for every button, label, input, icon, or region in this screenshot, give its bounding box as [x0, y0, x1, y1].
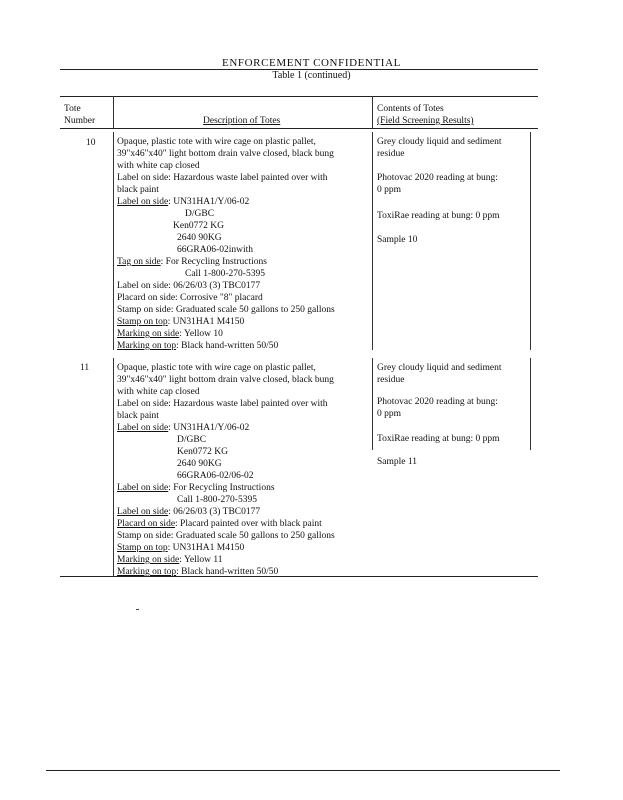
description-line: [185, 208, 214, 220]
description-line: [177, 232, 222, 244]
description-line: [117, 256, 267, 268]
table-caption: Table 1 (continued): [272, 70, 351, 81]
description-line-text: : Black hand-written 50/50: [176, 341, 279, 351]
description-line: [117, 386, 200, 398]
description-line: [117, 148, 334, 160]
contents-line: Sample 10: [377, 235, 418, 245]
description-line-text: Ken0772 KG: [177, 447, 228, 457]
description-line-label: Marking on side: [117, 555, 180, 565]
contents-line: Grey cloudy liquid and sediment: [377, 137, 502, 147]
contents-line: residue: [377, 149, 405, 159]
description-line-text: : Placard painted over with black paint: [175, 519, 322, 529]
col-header-contents-2: (Field Screening Results): [377, 116, 474, 126]
contents-line: Photovac 2020 reading at bung:: [377, 397, 498, 407]
col-header-number-1: Tote: [64, 104, 81, 114]
description-line-text: : UN31HA1 M4150: [167, 543, 245, 553]
table-top-border: [60, 96, 538, 97]
contents-line: ToxiRae reading at bung: 0 ppm: [377, 434, 500, 444]
table-header-rule: [60, 128, 538, 129]
description-line-label: Tag on side: [117, 257, 161, 267]
description-line: [185, 268, 265, 280]
description-line-text: Opaque, plastic tote with wire cage on plastic pallet,: [117, 137, 316, 147]
description-line: [117, 328, 223, 340]
col-header-number-2: Number: [64, 116, 96, 126]
stray-mark: [136, 609, 139, 610]
description-line-text: with white cap closed: [117, 387, 200, 397]
description-line: [117, 398, 328, 410]
description-line: [117, 304, 335, 316]
description-line: [177, 494, 257, 506]
description-line-text: D/GBC: [177, 435, 207, 445]
description-line: [177, 434, 206, 446]
col-header-contents-1: Contents of Totes: [377, 104, 444, 114]
description-line-label: Label on side: [117, 483, 169, 493]
description-line: [117, 184, 159, 196]
description-line-text: 66GRA06-02/06-02: [177, 471, 254, 481]
description-line-label: Label on side: [117, 507, 169, 517]
description-line-text: 39"x46"x40" light bottom drain valve closed, black bung: [117, 375, 334, 385]
description-line: [117, 542, 244, 554]
description-line-label: Stamp on top: [117, 317, 168, 327]
description-line: [177, 470, 254, 482]
col-header-description: Description of Totes: [203, 116, 281, 126]
description-line-text: black paint: [117, 185, 159, 195]
description-line-text: Label on side: Hazardous waste label painted over with: [117, 173, 328, 183]
row-divider-far-right: [530, 132, 531, 350]
description-line: [117, 518, 322, 530]
description-line: [173, 220, 224, 232]
description-line: [117, 530, 335, 542]
description-line: [117, 566, 278, 578]
description-line-text: with white cap closed: [117, 161, 200, 171]
row-divider-left: [113, 358, 114, 576]
tote-number: 11: [80, 363, 90, 373]
description-line-label: Label on side: [117, 423, 169, 433]
row-divider-right: [372, 132, 373, 350]
description-line-text: 66GRA06-02inwith: [177, 245, 253, 255]
description-line-text: Call 1-800-270-5395: [185, 269, 265, 279]
description-line-text: D/GBC: [185, 209, 215, 219]
description-line-text: Placard on side: Corrosive "8" placard: [117, 293, 263, 303]
description-line: [177, 446, 228, 458]
description-line: [117, 554, 222, 566]
description-line-label: Label on side: [117, 197, 169, 207]
row-divider-left: [113, 132, 114, 350]
confidential-header: ENFORCEMENT CONFIDENTIAL: [222, 57, 401, 69]
contents-line: Grey cloudy liquid and sediment: [377, 363, 502, 373]
description-line: [117, 340, 278, 352]
contents-line: 0 ppm: [377, 409, 402, 419]
description-line-label: Marking on top: [117, 567, 177, 577]
description-line: [117, 422, 249, 434]
description-line-text: 2640 90KG: [177, 459, 222, 469]
description-line-text: : UN31HA1/Y/06-02: [168, 423, 250, 433]
description-line-text: Stamp on side: Graduated scale 50 gallons to 250 gallons: [117, 305, 335, 315]
description-line-text: : UN31HA1/Y/06-02: [168, 197, 250, 207]
description-line: [117, 160, 200, 172]
description-line: [117, 374, 334, 386]
footer-rule: [46, 770, 560, 771]
description-line: [117, 506, 260, 518]
description-line-text: : 06/26/03 (3) TBC0177: [168, 507, 261, 517]
description-line-label: Marking on top: [117, 341, 177, 351]
description-line-label: Placard on side: [117, 519, 176, 529]
col-divider-1: [113, 96, 114, 128]
description-line: [117, 362, 316, 374]
description-line-label: Stamp on top: [117, 543, 168, 553]
description-line: [117, 482, 275, 494]
description-line-text: 39"x46"x40" light bottom drain valve closed, black bung: [117, 149, 334, 159]
description-line: [117, 196, 249, 208]
contents-line: residue: [377, 375, 405, 385]
description-line-text: Ken0772 KG: [173, 221, 224, 231]
description-line-label: Marking on side: [117, 329, 180, 339]
description-line-text: Stamp on side: Graduated scale 50 gallons to 250 gallons: [117, 531, 335, 541]
contents-line: Photovac 2020 reading at bung:: [377, 173, 498, 183]
description-line: [117, 292, 263, 304]
description-line: [117, 280, 260, 292]
description-line-text: : UN31HA1 M4150: [167, 317, 245, 327]
description-line: [117, 316, 244, 328]
description-line-text: black paint: [117, 411, 159, 421]
description-line: [117, 136, 316, 148]
description-line-text: : Black hand-written 50/50: [176, 567, 279, 577]
description-line: [177, 244, 253, 256]
description-line-text: Opaque, plastic tote with wire cage on plastic pallet,: [117, 363, 316, 373]
tote-number: 10: [86, 138, 96, 148]
description-line-text: : For Recycling Instructions: [168, 483, 275, 493]
description-line-text: 2640 90KG: [177, 233, 222, 243]
description-line-text: Call 1-800-270-5395: [177, 495, 257, 505]
description-line-text: : Yellow 10: [179, 329, 223, 339]
contents-line: ToxiRae reading at bung: 0 ppm: [377, 211, 500, 221]
description-line-text: : For Recycling Instructions: [160, 257, 268, 267]
description-line-text: : Yellow 11: [179, 555, 223, 565]
col-divider-2: [372, 96, 373, 128]
row-divider-far-right: [530, 358, 531, 450]
contents-line: 0 ppm: [377, 185, 402, 195]
description-line: [117, 172, 328, 184]
row-divider-right: [372, 358, 373, 450]
description-line: [117, 410, 159, 422]
contents-line: Sample 11: [377, 457, 418, 467]
description-line-text: Label on side: Hazardous waste label painted over with: [117, 399, 328, 409]
description-line: [177, 458, 222, 470]
description-line-text: Label on side: 06/26/03 (3) TBC0177: [117, 281, 261, 291]
